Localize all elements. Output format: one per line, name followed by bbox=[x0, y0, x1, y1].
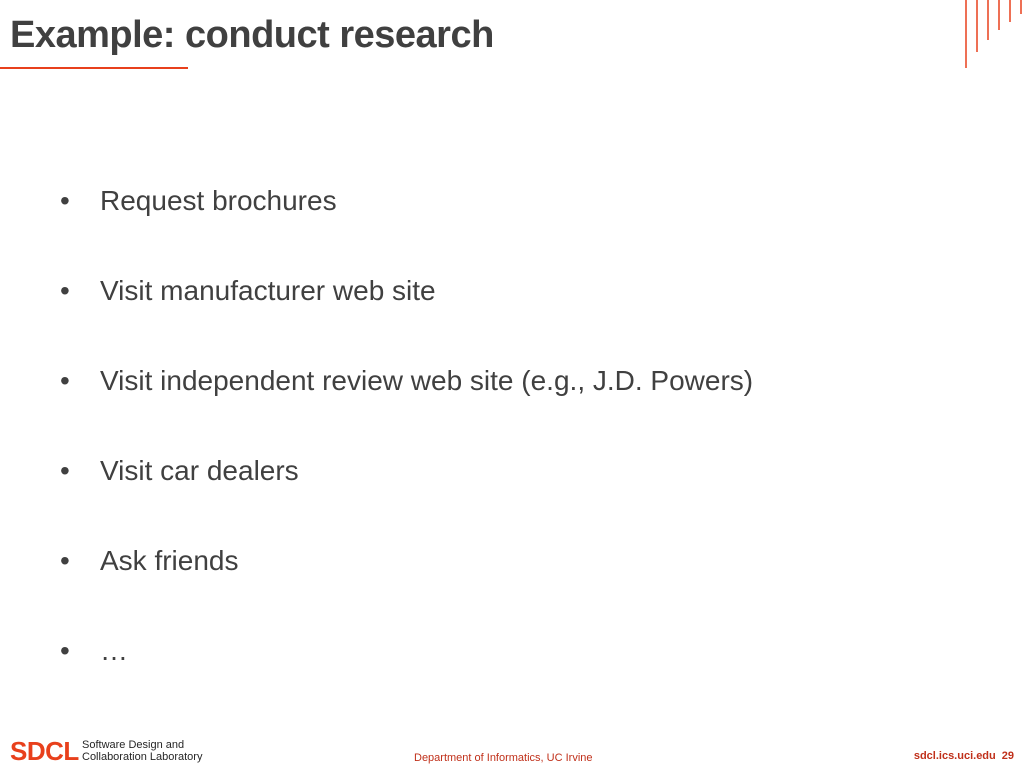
bullet-glyph: • bbox=[60, 275, 70, 306]
bullet-text: … bbox=[100, 635, 128, 666]
slide-title: Example: conduct research bbox=[10, 14, 494, 56]
bullet-glyph: • bbox=[60, 185, 70, 216]
page-number: 29 bbox=[1001, 750, 1014, 762]
corner-decoration bbox=[960, 0, 1024, 70]
logo-subtitle-line-1: Software Design and bbox=[82, 739, 185, 751]
bullet-glyph: • bbox=[60, 455, 70, 486]
bullet-glyph: • bbox=[60, 635, 70, 666]
logo-subtitle-line-2: Collaboration Laboratory bbox=[82, 751, 203, 763]
footer-website: sdcl.ics.uci.edu bbox=[913, 750, 996, 762]
bullet-text: Visit manufacturer web site bbox=[100, 275, 436, 306]
bullet-text: Request brochures bbox=[100, 185, 337, 216]
bullet-text: Ask friends bbox=[100, 545, 239, 576]
logo-text: SDCL bbox=[10, 736, 79, 766]
bullet-text: Visit independent review web site (e.g., J.D. Powers) bbox=[100, 365, 754, 396]
bullet-glyph: • bbox=[60, 545, 70, 576]
bullet-glyph: • bbox=[60, 365, 70, 396]
footer-department: Department of Informatics, UC Irvine bbox=[414, 752, 593, 764]
footer-right bbox=[914, 749, 1014, 763]
logo-subtitle bbox=[82, 739, 202, 763]
title-underline bbox=[0, 67, 188, 69]
bullet-text: Visit car dealers bbox=[100, 455, 299, 486]
